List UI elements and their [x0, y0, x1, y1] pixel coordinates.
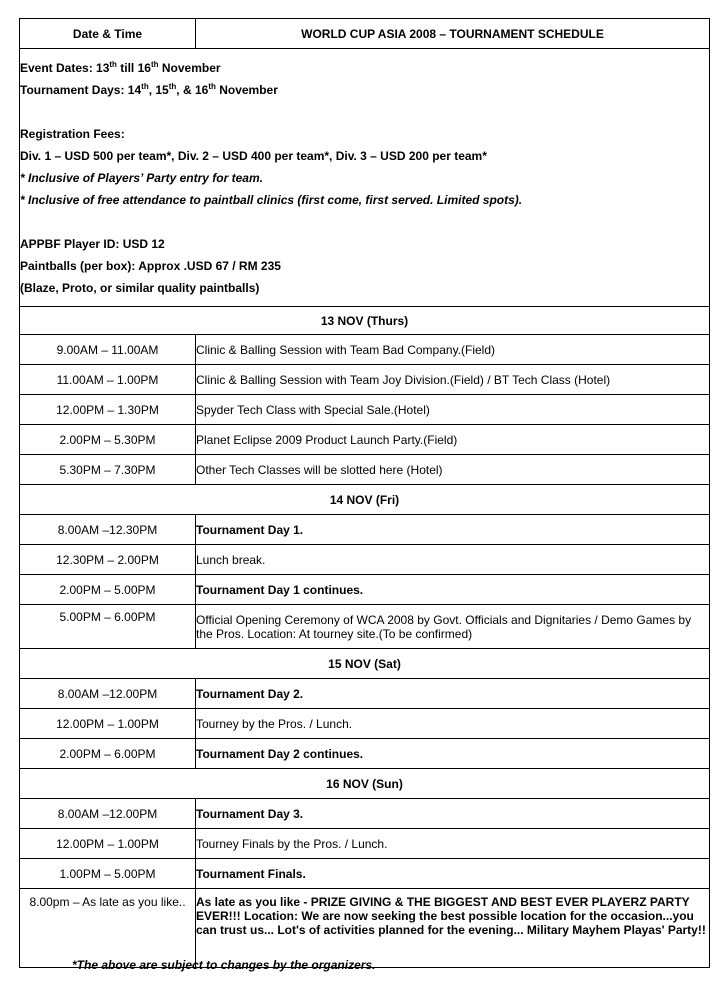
- day-label: 16 NOV (Sun): [20, 769, 710, 799]
- table-row: [20, 829, 710, 859]
- event-info: [20, 49, 710, 307]
- row-time: 5.30PM – 7.30PM: [20, 455, 196, 485]
- row-description: As late as you like - PRIZE GIVING & THE BIGGEST AND BEST EVER PLAYERZ PARTY EVER!!! Location: We are now seeking the best possible location for the occasion...you can trust us... Lot's of activities planned for the evening... Military Mayhem Playas' Party!!: [196, 889, 710, 968]
- table-row: [20, 799, 710, 829]
- day-label: 15 NOV (Sat): [20, 649, 710, 679]
- day-header: [20, 769, 710, 799]
- table-row: [20, 365, 710, 395]
- row-description: Lunch break.: [196, 545, 710, 575]
- table-row: [20, 679, 710, 709]
- row-description: Tourney by the Pros. / Lunch.: [196, 709, 710, 739]
- row-time: 12.00PM – 1.30PM: [20, 395, 196, 425]
- row-time: 8.00AM –12.00PM: [20, 799, 196, 829]
- row-time: 8.00AM –12.00PM: [20, 679, 196, 709]
- info-row: [20, 49, 710, 307]
- day-label: 13 NOV (Thurs): [20, 307, 710, 335]
- table-row: [20, 739, 710, 769]
- row-time: 2.00PM – 5.30PM: [20, 425, 196, 455]
- row-time: 9.00AM – 11.00AM: [20, 335, 196, 365]
- row-time: 12.30PM – 2.00PM: [20, 545, 196, 575]
- row-description: Spyder Tech Class with Special Sale.(Hotel): [196, 395, 710, 425]
- row-time: 12.00PM – 1.00PM: [20, 829, 196, 859]
- day-header: [20, 485, 710, 515]
- footnote: *The above are subject to changes by the organizers.: [72, 958, 376, 972]
- table-row: [20, 545, 710, 575]
- registration-fees-title: Registration Fees:: [20, 126, 125, 141]
- row-description: Clinic & Balling Session with Team Bad Company.(Field): [196, 335, 710, 365]
- header-row: [20, 19, 710, 49]
- row-time: 2.00PM – 5.00PM: [20, 575, 196, 605]
- table-row: [20, 395, 710, 425]
- row-time: 1.00PM – 5.00PM: [20, 859, 196, 889]
- event-dates: Event Dates: 13th till 16th November: [20, 59, 221, 75]
- row-description: Tournament Day 1 continues.: [196, 575, 710, 605]
- table-row: [20, 335, 710, 365]
- day-header: [20, 649, 710, 679]
- table-row: [20, 605, 710, 649]
- schedule-table: [19, 18, 710, 968]
- row-description: Tourney Finals by the Pros. / Lunch.: [196, 829, 710, 859]
- paintballs-price: Paintballs (per box): Approx .USD 67 / RM 235: [20, 258, 281, 273]
- table-row: [20, 425, 710, 455]
- table-row: [20, 889, 710, 968]
- row-description: Other Tech Classes will be slotted here (Hotel): [196, 455, 710, 485]
- tournament-days: Tournament Days: 14th, 15th, & 16th November: [20, 81, 278, 97]
- row-time: 2.00PM – 6.00PM: [20, 739, 196, 769]
- row-description: Tournament Day 1.: [196, 515, 710, 545]
- registration-note-clinics: * Inclusive of free attendance to paintball clinics (first come, first served. Limited spots).: [20, 192, 523, 207]
- table-row: [20, 575, 710, 605]
- row-description: Official Opening Ceremony of WCA 2008 by Govt. Officials and Dignitaries / Demo Games by the Pros. Location: At tourney site.(To be confirmed): [196, 605, 710, 649]
- row-time: 8.00AM –12.30PM: [20, 515, 196, 545]
- player-id-fee: APPBF Player ID: USD 12: [20, 236, 165, 251]
- table-row: [20, 515, 710, 545]
- row-description: Clinic & Balling Session with Team Joy Division.(Field) / BT Tech Class (Hotel): [196, 365, 710, 395]
- row-time: 11.00AM – 1.00PM: [20, 365, 196, 395]
- row-time: 5.00PM – 6.00PM: [20, 605, 196, 649]
- row-description: Tournament Day 2.: [196, 679, 710, 709]
- table-row: [20, 859, 710, 889]
- row-description: Tournament Day 2 continues.: [196, 739, 710, 769]
- header-date-time: Date & Time: [20, 19, 196, 49]
- row-description: Tournament Finals.: [196, 859, 710, 889]
- registration-fees-divisions: Div. 1 – USD 500 per team*, Div. 2 – USD 400 per team*, Div. 3 – USD 200 per team*: [20, 148, 487, 163]
- day-header: [20, 307, 710, 335]
- header-title: WORLD CUP ASIA 2008 – TOURNAMENT SCHEDULE: [196, 19, 710, 49]
- registration-note-party: * Inclusive of Players’ Party entry for team.: [20, 170, 263, 185]
- row-time: 12.00PM – 1.00PM: [20, 709, 196, 739]
- row-description: Planet Eclipse 2009 Product Launch Party.(Field): [196, 425, 710, 455]
- row-description: Tournament Day 3.: [196, 799, 710, 829]
- table-row: [20, 455, 710, 485]
- paintballs-note: (Blaze, Proto, or similar quality paintballs): [20, 280, 260, 295]
- row-time: 8.00pm – As late as you like..: [20, 889, 196, 968]
- table-row: [20, 709, 710, 739]
- day-label: 14 NOV (Fri): [20, 485, 710, 515]
